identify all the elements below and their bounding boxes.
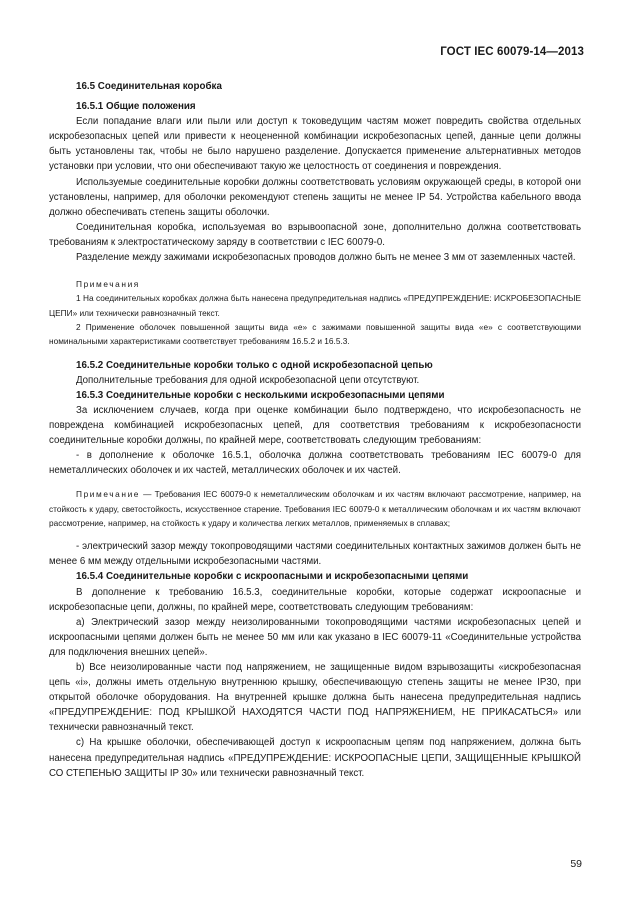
page-number: 59: [570, 858, 582, 870]
note-3: [49, 487, 581, 530]
paragraph: Дополнительные требования для одной искробезопасной цепи отсутствуют.: [76, 374, 420, 386]
paragraph: - электрический зазор между токопроводящими частями соединительных контактных зажимов должен быть не менее 6 мм между отдельными искробезопасными частями.: [49, 541, 581, 568]
note-2: 2 Применение оболочек повышенной защиты вида «е» с зажимами повышенной защиты вида «е» с соответствующими номинальными характеристиками соответствует требованиям 16.5.2 и 16.5.3.: [49, 322, 581, 347]
note-3-text: — Требования IEC 60079-0 к неметаллическим оболочкам и их частям включают рассмотрение, например, на стойкость к удару, светостойкость, искусственное старение. Требования IEC 60079-0 к металлическим оболочкам и их частям включают рассмотрение, например, на стойкость к удару и количества легких металлов, применяемых в сплавах;: [49, 489, 581, 528]
note-3-label: Примечание: [76, 489, 141, 500]
notes-heading: [49, 277, 581, 291]
note-1: 1 На соединительных коробках должна быть нанесена предупредительная надпись «ПРЕДУПРЕЖДЕНИЕ: ИСКРОБЕЗОПАСНЫЕ ЦЕПИ» или технически равнозначный текст.: [49, 293, 581, 318]
notes-label: Примечания: [76, 279, 140, 290]
list-item-c: с) На крышке оболочки, обеспечивающей доступ к искроопасным цепям под напряжением, должна быть нанесена предупредительная надпись «ПРЕДУПРЕЖДЕНИЕ: ИСКРООПАСНЫЕ ЦЕПИ, ЗАЩИЩЕННЫЕ КРЫШКОЙ СО СТЕПЕНЬЮ ЗАЩИТЫ IP 30» или технически равнозначный текст.: [49, 737, 581, 779]
section-16-5-1-title: 16.5.1 Общие положения: [76, 101, 196, 113]
paragraph: Разделение между зажимами искробезопасных проводов должно быть не менее 3 мм от заземленных частей.: [76, 252, 576, 264]
page-content: [49, 79, 581, 781]
document-header: ГОСТ IEC 60079-14—2013: [440, 46, 584, 58]
section-16-5-title: 16.5 Соединительная коробка: [76, 81, 222, 92]
paragraph: Используемые соединительные коробки должны соответствовать условиям окружающей среды, в которой они установлены, например, для оболочки рекомендуют степень защиты не менее IP 54. Устройства кабельного ввода должно обеспечивать степень защиты оболочки.: [49, 176, 581, 218]
paragraph: Соединительная коробка, используемая во взрывоопасной зоне, дополнительно должна соответствовать требованиям к электростатическому заряду в соответствии с IEC 60079-0.: [49, 221, 581, 248]
section-16-5-2-title: 16.5.2 Соединительные коробки только с одной искробезопасной цепью: [76, 359, 433, 371]
section-16-5-4-title: 16.5.4 Соединительные коробки с искроопасными и искробезопасными цепями: [76, 571, 469, 583]
paragraph: Если попадание влаги или пыли или доступ к токоведущим частям может повредить свойства отдельных искробезопасных цепей или привести к неоцененной комбинации искробезопасных цепей, данные цепи должны быть установлены так, чтобы не было нарушено разделение. Допускается применение альтернативных методов установки при условии, что они обеспечивают такую же целостность от соединения и повреждения.: [49, 116, 581, 173]
paragraph: - в дополнение к оболочке 16.5.1, оболочка должна соответствовать требованиям IEC 60079-0 для неметаллических оболочек и их частей, металлических оболочек и их частей.: [49, 450, 581, 477]
paragraph: За исключением случаев, когда при оценке комбинации было подтверждено, что искробезопасность не повреждена комбинацией искробезопасных цепей, для соответствия требованиям к искробезопасности соединительные коробки должны, по крайней мере, соответствовать следующим требованиям:: [49, 404, 581, 447]
list-item-b: b) Все неизолированные части под напряжением, не защищенные видом взрывозащиты «искробезопасная цепь «i», должны иметь отдельную внутреннюю крышку, обеспечивающую степень защиты не менее IP30, при открытой оболочке оборудования. На внутренней крышке должна быть нанесена предупредительная надпись «ПРЕДУПРЕЖДЕНИЕ: ПОД КРЫШКОЙ НАХОДЯТСЯ ЧАСТИ ПОД НАПРЯЖЕНИЕМ, НЕ ПРИКАСАТЬСЯ» или технически равнозначный текст.: [49, 662, 581, 734]
list-item-a: а) Электрический зазор между неизолированными токопроводящими частями искробезопасных цепей и искроопасными цепями должен быть не менее 50 мм или как указано в IEC 60079-11 «Соединительные устройства для подключения внешних цепей».: [49, 616, 581, 658]
section-16-5-3-title: 16.5.3 Соединительные коробки с несколькими искробезопасными цепями: [76, 389, 445, 401]
paragraph: В дополнение к требованию 16.5.3, соединительные коробки, которые содержат искроопасные и искробезопасные цепи, должны, по крайней мере, соответствовать следующим требованиям:: [49, 586, 581, 613]
